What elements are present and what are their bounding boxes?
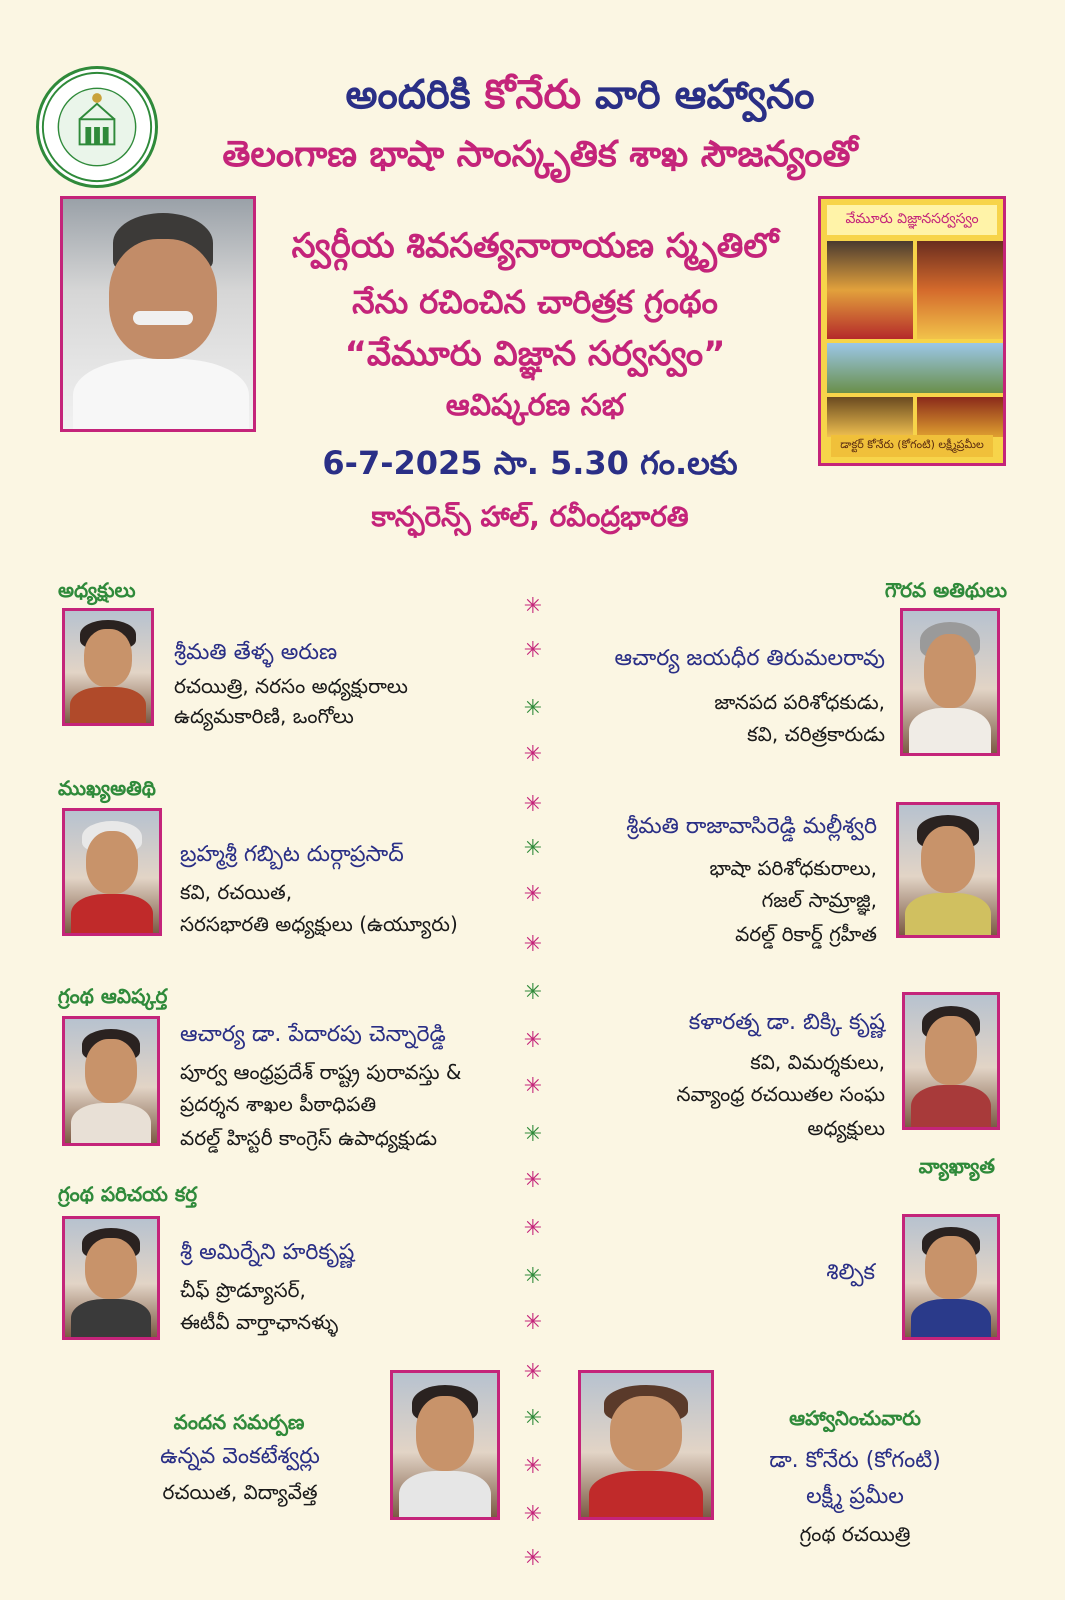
- section-heading-host: ఆహ్వానించువారు: [789, 1406, 921, 1430]
- photo-chief-guest: [62, 808, 162, 936]
- launcher-detail-2: ప్రదర్శన శాఖల పీఠాధిపతి: [180, 1092, 377, 1116]
- section-heading-anchor: వ్యాఖ్యాత: [918, 1154, 995, 1178]
- launcher-detail-3: వరల్డ్ హిస్టరీ కాంగ్రెస్ ఉపాధ్యక్షుడు: [180, 1126, 438, 1150]
- heading-surname: కోనేరు: [484, 72, 582, 118]
- host-name: డా. కోనేరు (కోగంటి): [769, 1448, 941, 1473]
- president-detail-1: రచయిత్రి, నరసం అధ్యక్షురాలు: [174, 674, 408, 698]
- memorial-portrait: [60, 196, 256, 432]
- divider-ornament: ✳: [523, 1360, 543, 1385]
- divider-ornament: ✳: [523, 1122, 543, 1147]
- host-detail: గ్రంథ రచయిత్రి: [799, 1522, 911, 1546]
- book-desc-line: నేను రచించిన చారిత్రక గ్రంథం: [352, 283, 718, 321]
- guest-2-detail-2: గజల్ సామ్రాజ్ఞి,: [761, 888, 877, 912]
- launch-meeting-label: ఆవిష్కరణ సభ: [445, 388, 625, 423]
- president-name: శ్రీమతి తేళ్ళ అరుణ: [174, 640, 338, 665]
- cover-image-festival: [827, 397, 913, 437]
- divider-ornament: ✳: [523, 932, 543, 957]
- guest-2-name: శ్రీమతి రాజావాసిరెడ్డి మల్లీశ్వరి: [626, 814, 877, 839]
- chief-guest-detail-2: సరసభారతి అధ్యక్షులు (ఉయ్యూరు): [180, 912, 458, 936]
- section-heading-introducer: గ్రంథ పరిచయ కర్త: [58, 1182, 198, 1206]
- book-cover-author: డాక్టర్ కోనేరు (కోగంటి) లక్ష్మీప్రమీల: [831, 435, 993, 457]
- book-cover: [818, 196, 1006, 466]
- divider-ornament: ✳: [523, 638, 543, 663]
- host-name-line-2: లక్ష్మీ ప్రమీల: [806, 1484, 904, 1509]
- divider-ornament: ✳: [523, 1546, 543, 1571]
- divider-ornament: ✳: [523, 1502, 543, 1527]
- divider-ornament: ✳: [523, 742, 543, 767]
- heading-part-1: అందరికి: [345, 72, 485, 118]
- sponsor-line: తెలంగాణ భాషా సాంస్కృతిక శాఖ సౌజన్యంతో: [222, 134, 858, 175]
- divider-ornament: ✳: [523, 836, 543, 861]
- divider-ornament: ✳: [523, 1406, 543, 1431]
- photo-guest-3: [902, 992, 1000, 1130]
- divider-ornament: ✳: [523, 1168, 543, 1193]
- divider-ornament: ✳: [523, 882, 543, 907]
- divider-ornament: ✳: [523, 594, 543, 619]
- chief-guest-name: బ్రహ్మశ్రీ గబ్బిట దుర్గాప్రసాద్: [180, 842, 404, 867]
- launcher-name: ఆచార్య డా. పేదారపు చెన్నారెడ్డి: [180, 1022, 446, 1047]
- invitation-heading: [180, 72, 980, 128]
- cover-image-landscape: [827, 343, 1003, 393]
- section-heading-president: అధ్యక్షులు: [58, 578, 136, 602]
- anchor-name: శిల్పిక: [826, 1260, 875, 1285]
- section-heading-vote-of-thanks: వందన సమర్పణ: [173, 1410, 305, 1434]
- introducer-detail-2: ఈటీవీ వార్తాఛానళ్ళు: [180, 1310, 339, 1334]
- section-heading-guests: గౌరవ అతిథులు: [884, 578, 1007, 602]
- photo-guest-1: [900, 608, 1000, 756]
- divider-ornament: ✳: [523, 1264, 543, 1289]
- heading-part-3: వారి ఆహ్వానం: [581, 72, 815, 118]
- photo-launcher: [62, 1016, 160, 1146]
- guest-2-detail-3: వరల్డ్ రికార్డ్ గ్రహీత: [735, 922, 877, 946]
- photo-anchor: [902, 1214, 1000, 1340]
- photo-guest-2: [896, 802, 1000, 938]
- guest-3-name: కళారత్న డా. బిక్కి కృష్ణ: [688, 1010, 885, 1035]
- guest-1-detail-1: జానపద పరిశోధకుడు,: [714, 690, 885, 714]
- divider-ornament: ✳: [523, 792, 543, 817]
- cover-image-idol: [917, 397, 1003, 437]
- photo-vote-of-thanks: [390, 1370, 500, 1520]
- memorial-line: స్వర్గీయ శివసత్యనారాయణ స్మృతిలో: [291, 226, 779, 266]
- vote-of-thanks-name: ఉన్నవ వెంకటేశ్వర్లు: [160, 1444, 320, 1469]
- cover-image-temple: [827, 241, 913, 339]
- divider-ornament: ✳: [523, 1216, 543, 1241]
- divider-ornament: ✳: [523, 1028, 543, 1053]
- guest-2-detail-1: భాషా పరిశోధకురాలు,: [709, 856, 877, 880]
- divider-ornament: ✳: [523, 1454, 543, 1479]
- introducer-detail-1: చీఫ్ ప్రొడ్యూసర్,: [180, 1278, 306, 1302]
- chief-guest-detail-1: కవి, రచయిత,: [180, 880, 293, 904]
- event-date-time: 6-7-2025 సా. 5.30 గం.లకు: [322, 444, 738, 482]
- divider-ornament: ✳: [523, 980, 543, 1005]
- section-heading-launcher: గ్రంథ ఆవిష్కర్త: [58, 984, 168, 1008]
- guest-3-detail-3: అధ్యక్షులు: [807, 1116, 885, 1140]
- divider-ornament: ✳: [523, 696, 543, 721]
- book-title: “వేమూరు విజ్ఞాన సర్వస్వం”: [344, 334, 726, 374]
- section-heading-chief-guest: ముఖ్యఅతిథి: [58, 776, 156, 800]
- divider-ornament: ✳: [523, 1074, 543, 1099]
- launcher-detail-1: పూర్వ ఆంధ్రప్రదేశ్ రాష్ట్ర పురావస్తు &: [180, 1060, 462, 1084]
- guest-1-detail-2: కవి, చరిత్రకారుడు: [747, 722, 885, 746]
- event-venue: కాన్ఫరెన్స్ హాల్, రవీంద్రభారతి: [371, 500, 689, 533]
- divider-ornament: ✳: [523, 1310, 543, 1335]
- photo-president: [62, 608, 154, 726]
- guest-3-detail-1: కవి, విమర్శకులు,: [750, 1050, 885, 1074]
- guest-3-detail-2: నవ్యాంధ్ర రచయితల సంఘ: [676, 1082, 885, 1106]
- introducer-name: శ్రీ అమిర్నేని హరికృష్ణ: [180, 1240, 355, 1265]
- vote-of-thanks-detail: రచయిత, విద్యావేత్త: [162, 1480, 318, 1504]
- telangana-emblem-logo: [36, 66, 158, 188]
- photo-host: [578, 1370, 714, 1520]
- guest-1-name: ఆచార్య జయధీర తిరుమలరావు: [614, 646, 885, 671]
- president-detail-2: ఉద్యమకారిణి, ఒంగోలు: [174, 704, 354, 728]
- photo-introducer: [62, 1216, 160, 1340]
- book-cover-title: వేమూరు విజ్ఞానసర్వస్వం: [827, 205, 997, 235]
- cover-image-deity: [917, 241, 1003, 339]
